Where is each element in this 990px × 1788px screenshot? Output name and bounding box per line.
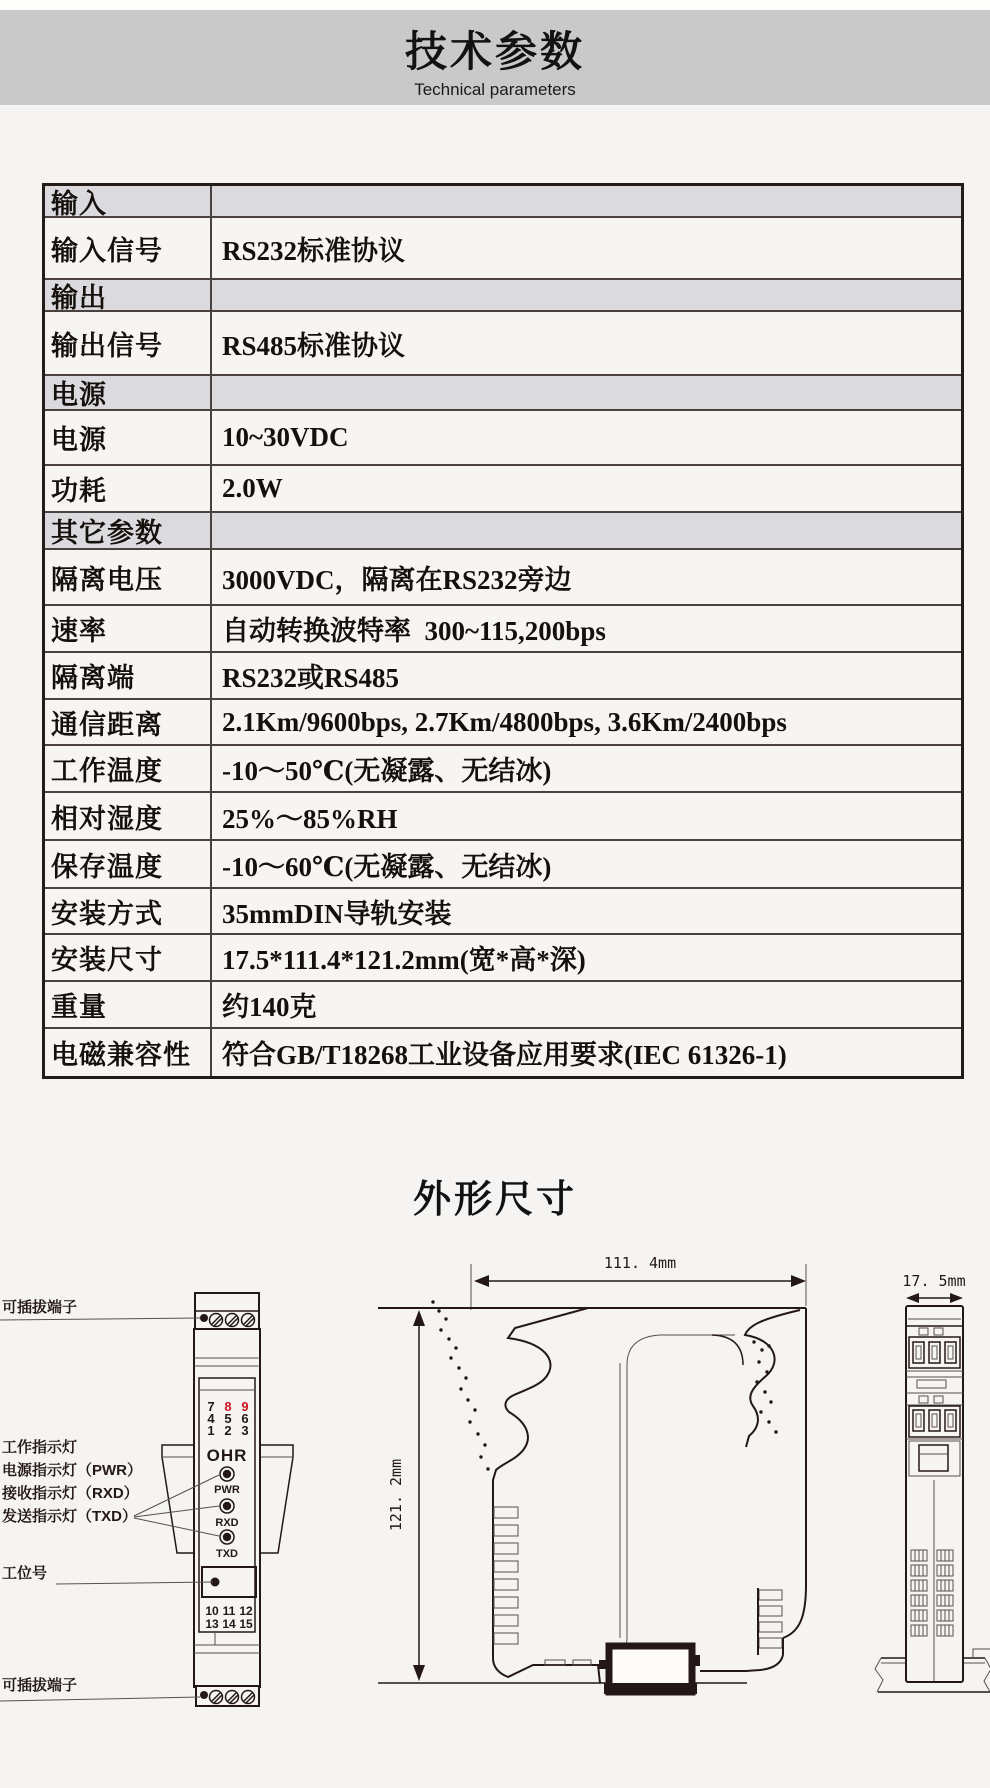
spec-row-power-section — [45, 376, 961, 411]
spec-value: RS232标准协议 — [222, 235, 406, 266]
spec-row-humidity — [45, 793, 961, 841]
spec-label: 隔离端 — [45, 653, 212, 698]
spec-label: 输出 — [45, 280, 212, 310]
vent-slots-right — [759, 1590, 782, 1648]
spec-row-output-section — [45, 280, 961, 312]
digit-5: 5 — [224, 1411, 232, 1426]
digit-14: 14 — [222, 1617, 236, 1631]
digit-15: 15 — [239, 1617, 253, 1631]
spec-row-consumption — [45, 466, 961, 513]
spec-label: 输入信号 — [45, 218, 212, 278]
spec-value: 符合GB/T18268工业设备应用要求(IEC 61326-1) — [222, 1040, 787, 1070]
inner-edges — [613, 1335, 743, 1657]
dim-111-label: 111. 4mm — [603, 1254, 677, 1272]
spec-label: 其它参数 — [45, 513, 212, 548]
spec-label: 安装尺寸 — [45, 935, 212, 980]
digit-3: 3 — [241, 1423, 249, 1438]
spec-value: 10~30VDC — [222, 422, 349, 452]
dim-17-label: 17. 5mm — [902, 1272, 966, 1290]
callout-indicator-work: 工作指示灯 — [2, 1439, 78, 1456]
callout-indicator-rxd: 接收指示灯（RXD） — [2, 1485, 139, 1502]
dim-121 — [387, 1310, 425, 1681]
digit-1: 1 — [207, 1423, 215, 1438]
end-view — [875, 1272, 990, 1692]
spec-value: RS232或RS485 — [222, 663, 400, 693]
spec-value: 35mmDIN导轨安装 — [222, 898, 452, 929]
spec-row-weight — [45, 982, 961, 1029]
spec-label: 输出信号 — [45, 312, 212, 374]
led-txd-label: TXD — [216, 1548, 238, 1560]
spec-row-input-signal — [45, 218, 961, 280]
terminal-digits-top — [207, 1399, 248, 1438]
spec-label: 保存温度 — [45, 841, 212, 887]
digit-10: 10 — [205, 1604, 219, 1618]
digit-2: 2 — [224, 1423, 232, 1438]
spec-label: 安装方式 — [45, 889, 212, 933]
digit-11: 11 — [222, 1604, 236, 1618]
spec-label: 速率 — [45, 606, 212, 651]
led-rxd-label: RXD — [215, 1517, 239, 1529]
spec-row-mounting — [45, 889, 961, 935]
spec-row-working-temp — [45, 746, 961, 793]
spec-row-baud-rate — [45, 606, 961, 653]
spec-row-isolation-voltage — [45, 550, 961, 606]
dim-17 — [902, 1272, 965, 1303]
left-clip-profile — [431, 1300, 600, 1683]
spec-row-size — [45, 935, 961, 982]
spec-value: 17.5*111.4*121.2mm(宽*高*深) — [222, 945, 586, 975]
top-terminal-block — [195, 1293, 259, 1329]
callouts — [0, 1298, 219, 1701]
spec-row-other-section — [45, 513, 961, 550]
spec-value — [212, 513, 961, 548]
spec-label: 工作温度 — [45, 746, 212, 791]
spec-row-input-section — [45, 186, 961, 218]
callout-indicator-pwr: 电源指示灯（PWR） — [2, 1462, 142, 1479]
spec-value: 约140克 — [222, 992, 317, 1022]
spec-label: 输入 — [45, 186, 212, 216]
end-module-body — [906, 1306, 963, 1682]
page-title: 技术参数 — [404, 28, 585, 75]
spec-row-output-signal — [45, 312, 961, 376]
brand-logo: OHR — [206, 1446, 248, 1465]
dim-111 — [471, 1254, 806, 1310]
callout-pluggable-bottom: 可插拔端子 — [2, 1677, 78, 1694]
din-clip-block — [599, 1646, 700, 1694]
spec-label: 功耗 — [45, 466, 212, 511]
side-view — [378, 1254, 806, 1694]
spec-value: 自动转换波特率 300~115,200bps — [222, 616, 606, 646]
spec-row-power — [45, 411, 961, 466]
spec-label: 相对湿度 — [45, 793, 212, 839]
spec-row-storage-temp — [45, 841, 961, 889]
page-title-band — [0, 10, 990, 105]
digit-6: 6 — [241, 1411, 249, 1426]
spec-row-isolation-side — [45, 653, 961, 700]
spec-row-emc — [45, 1029, 961, 1076]
foot-bracket — [493, 1658, 600, 1683]
spec-value: 25%～85%RH — [222, 803, 398, 834]
spec-label: 电源 — [45, 411, 212, 464]
spec-value — [212, 376, 961, 409]
spec-label: 重量 — [45, 982, 212, 1027]
hatch-dots-left — [431, 1300, 489, 1470]
spec-label: 隔离电压 — [45, 550, 212, 604]
digit-12: 12 — [239, 1604, 253, 1618]
dim-121-label: 121. 2mm — [387, 1458, 405, 1532]
spec-table — [42, 183, 964, 1079]
spec-value — [212, 280, 961, 310]
digit-8: 8 — [224, 1399, 232, 1414]
outline-drawings — [0, 1240, 990, 1740]
right-clip-profile — [700, 1308, 806, 1671]
spec-row-comm-distance — [45, 700, 961, 746]
spec-label: 电源 — [45, 376, 212, 409]
digit-13: 13 — [205, 1617, 219, 1631]
spec-value: RS485标准协议 — [222, 330, 406, 361]
spec-value: 3000VDC，隔离在RS232旁边 — [222, 564, 572, 595]
digit-9: 9 — [241, 1399, 249, 1414]
spec-value: -10～60℃(无凝露、无结冰) — [222, 851, 552, 882]
top-white-strip — [0, 0, 990, 10]
digit-7: 7 — [207, 1399, 215, 1414]
callout-station-no: 工位号 — [2, 1565, 48, 1582]
page-subtitle: Technical parameters — [414, 80, 576, 99]
callout-pluggable-top: 可插拔端子 — [2, 1299, 78, 1316]
spec-label: 通信距离 — [45, 700, 212, 744]
digit-4: 4 — [207, 1411, 215, 1426]
spec-label: 电磁兼容性 — [45, 1029, 212, 1076]
spec-value: 2.0W — [222, 473, 283, 503]
front-view — [0, 1293, 293, 1706]
vent-slots-left — [494, 1507, 518, 1644]
spec-value — [212, 186, 961, 216]
spec-value: -10～50℃(无凝露、无结冰) — [222, 756, 552, 786]
led-pwr-label: PWR — [214, 1484, 240, 1496]
callout-indicator-txd: 发送指示灯（TXD） — [2, 1508, 138, 1525]
spec-value: 2.1Km/9600bps, 2.7Km/4800bps, 3.6Km/2400bps — [222, 706, 787, 737]
bottom-terminal-block — [196, 1686, 259, 1706]
outline-heading: 外形尺寸 — [412, 1179, 577, 1221]
